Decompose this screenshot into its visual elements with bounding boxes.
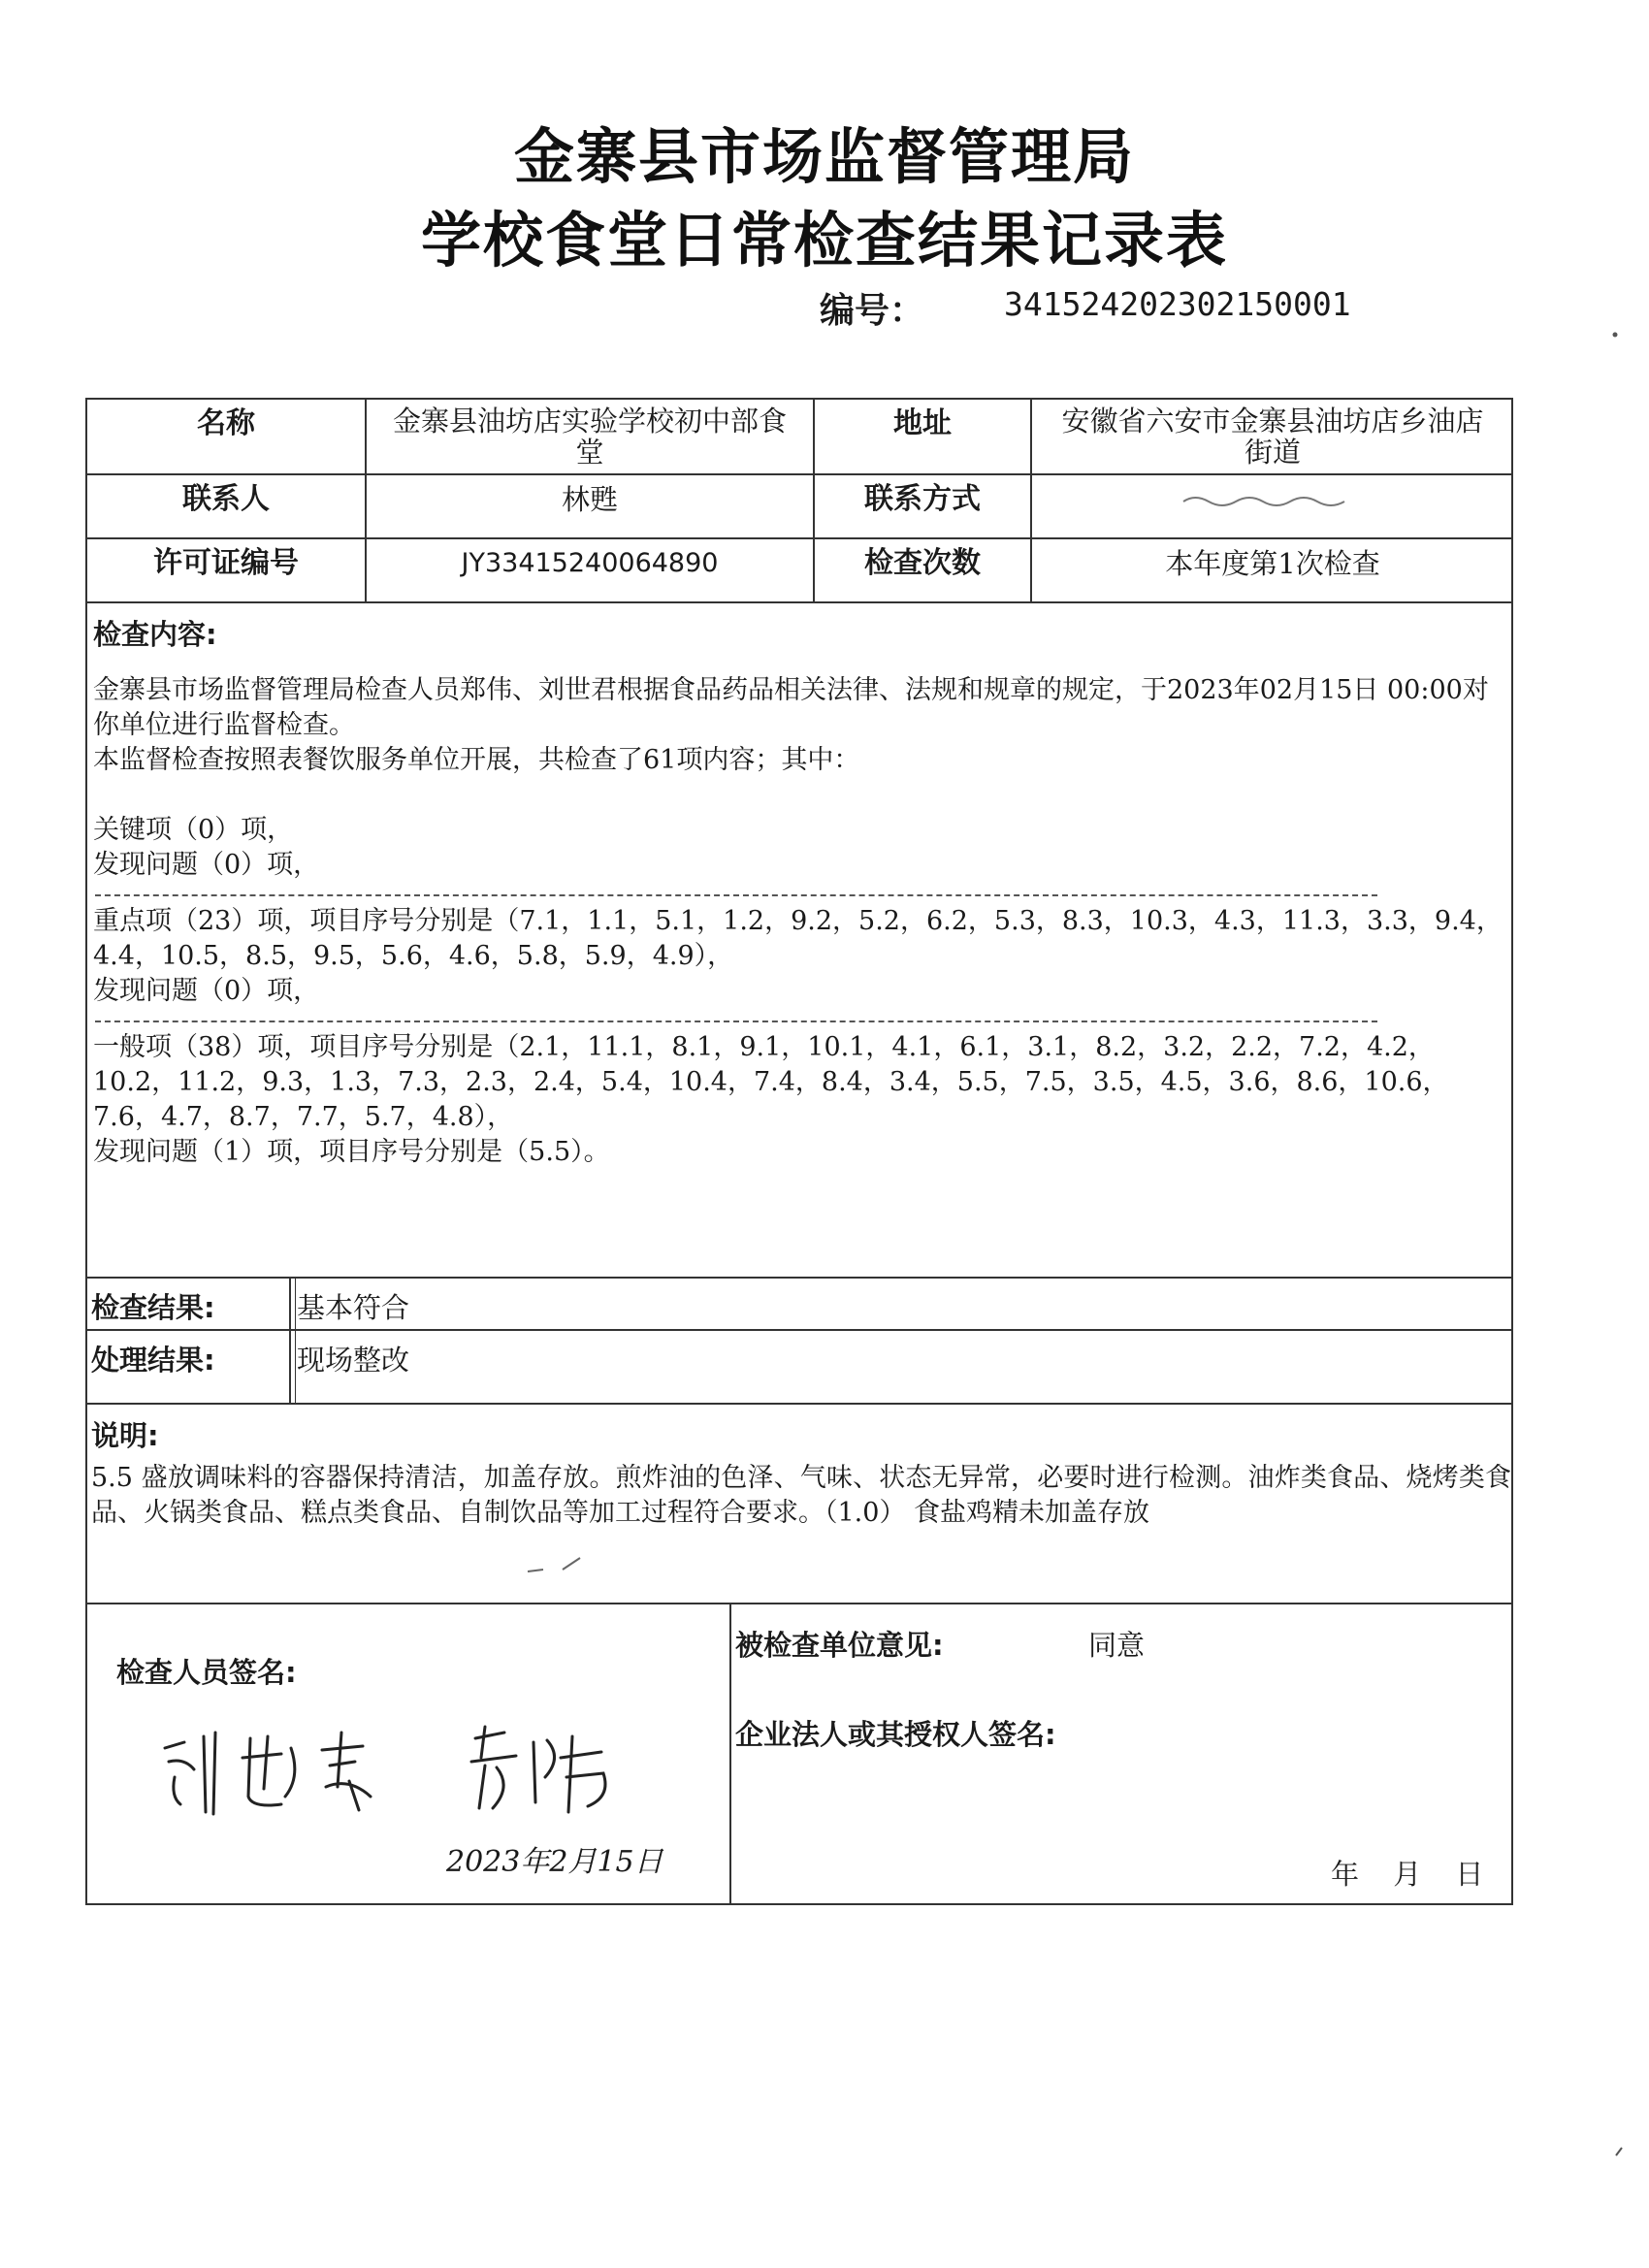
inspector-date: 2023年2月15日 (446, 1845, 663, 1879)
inspector-signature-label: 检查人员签名: (116, 1656, 297, 1689)
inspection-form (85, 398, 1513, 1905)
name-label: 名称 (87, 400, 367, 473)
name-value-line1: 金寨县油坊店实验学校初中部食 (392, 405, 787, 437)
content-body (93, 673, 1509, 1170)
key-problems: 发现问题（0）项， (93, 850, 320, 880)
key-items: 关键项（0）项， (93, 815, 294, 845)
handling-label: 处理结果: (91, 1344, 215, 1377)
result-row (87, 1279, 1511, 1331)
address-value (1032, 400, 1513, 473)
major-problems: 发现问题（0）项， (93, 976, 320, 1006)
note-text: 5.5 盛放调味料的容器保持清洁，加盖存放。煎炸油的色泽、气味、状态无异常，必要时进行检测。油炸类食品、烧烤类食品、火锅类食品、糕点类食品、自制饮品等加工过程符合要求。（1.0） 食盐鸡精未加盖存放 (91, 1463, 1511, 1528)
count-value: 本年度第1次检查 (1165, 547, 1380, 580)
contact-value: 林甦 (367, 475, 815, 537)
inspector-handwritten-signature (155, 1719, 660, 1826)
license-label: 许可证编号 (87, 539, 367, 601)
note-label: 说明: (91, 1419, 159, 1452)
opinion-label: 被检查单位意见: (735, 1629, 944, 1662)
name-value-line2: 堂 (575, 436, 604, 469)
major-items: 重点项（23）项，项目序号分别是（7.1，1.1，5.1，1.2，9.2，5.2，6.2，5.3，8.3，10.3，4.3，11.3，3.3，9.4，4.4，10.5，8.5，9.5，5.6，4.6，5.8，5.9，4.9）， (93, 906, 1503, 971)
general-items: 一般项（38）项，项目序号分别是（2.1，11.1，8.1，9.1，10.1，4.1，6.1，3.1，8.2，3.2，2.2，7.2，4.2，10.2，11.2，9.3，1.3，7.3，2.3，2.4，5.4，10.4，7.4，8.4，3.4，5.5，7.5，3.5，4.5，3.6，8.6，10.6，7.6，4.7，8.7，7.7，5.7，4.8）， (93, 1032, 1449, 1132)
signature-section (87, 1604, 1511, 1905)
inspection-content-section (87, 601, 1511, 1279)
serial-value: 341524202302150001 (1004, 285, 1351, 323)
serial-label: 编号： (820, 291, 925, 331)
redacted-phone-mark (1176, 490, 1370, 509)
phone-label: 联系方式 (815, 475, 1032, 537)
document-title-line2: 学校食堂日常检查结果记录表 (420, 205, 1228, 275)
scan-speck (1610, 330, 1622, 340)
phone-value (1032, 475, 1513, 537)
dashed-divider (95, 894, 1377, 896)
row-license-count (87, 539, 1511, 603)
content-label: 检查内容: (93, 618, 217, 651)
dashed-divider (95, 1021, 1377, 1022)
content-intro: 金寨县市场监督管理局检查人员郑伟、刘世君根据食品药品相关法律、法规和规章的规定，于2023年02月15日 00:00对你单位进行监督检查。 (93, 675, 1489, 740)
handling-value: 现场整改 (297, 1344, 410, 1377)
address-value-line1: 安徽省六安市金寨县油坊店乡油店 (1061, 405, 1484, 437)
result-label: 检查结果: (91, 1291, 215, 1324)
count-label: 检查次数 (815, 539, 1032, 601)
license-value: JY33415240064890 (367, 539, 815, 601)
note-section (87, 1405, 1511, 1604)
handling-row (87, 1331, 1511, 1405)
row-contact-phone (87, 475, 1511, 539)
legal-date-placeholder: 年 月 日 (1331, 1858, 1484, 1891)
opinion-value: 同意 (1088, 1629, 1146, 1662)
address-label: 地址 (815, 400, 1032, 473)
scan-speck (524, 1552, 601, 1581)
contact-label: 联系人 (87, 475, 367, 537)
document-title-line1: 金寨县市场监督管理局 (513, 121, 1135, 192)
name-value (367, 400, 815, 473)
address-value-line2: 街道 (1244, 436, 1301, 469)
result-value: 基本符合 (297, 1291, 410, 1324)
content-scope: 本监督检查按照表餐饮服务单位开展，共检查了61项内容；其中： (93, 745, 860, 775)
scan-speck (1614, 2146, 1626, 2157)
legal-signature-label: 企业法人或其授权人签名: (735, 1718, 1056, 1751)
general-problems: 发现问题（1）项，项目序号分别是（5.5）。 (93, 1137, 610, 1167)
row-name-address (87, 400, 1511, 475)
serial-number (820, 283, 1351, 333)
